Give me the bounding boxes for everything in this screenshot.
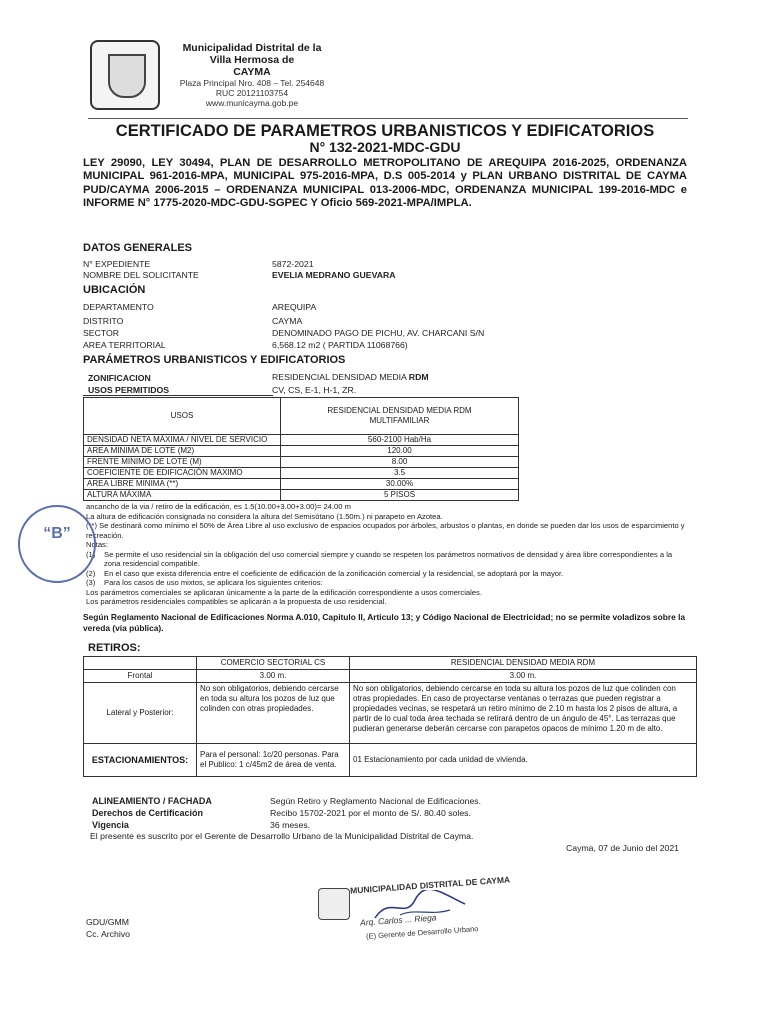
lateral-rdm: No son obligatorios, debiendo cercarse en toda su altura los pozos de luz que colinden con otras propiedades. En caso de proyectarse ventanas o terrazas que pueden registrar a propiedades vecinas, se respetará un retiro mínimo de 2.10 m hasta los 2 pisos de altura, a partir de lo cual toda área techada se retirará dentro de un ángulo de 45°. Las terrazas que pudieran generarse deberán cercarse con parapetos opacos de mínimo 1.20 m de alto. bbox=[350, 683, 697, 744]
zonificacion-label: ZONIFICACION bbox=[88, 373, 151, 383]
expediente-value: 5872-2021 bbox=[272, 259, 314, 269]
muni-web: www.municayma.gob.pe bbox=[205, 98, 299, 108]
table-row bbox=[84, 683, 697, 744]
expediente-label: N° EXPEDIENTE bbox=[83, 259, 151, 269]
criterio-residencial: Los parámetros residenciales compatibles se aplicarán a la propuesta de uso residencial. bbox=[86, 597, 387, 606]
seal-text: MUNICIPALIDAD DISTRITAL DE CAYMA bbox=[349, 874, 511, 896]
note-text: Para los casos de uso mixtos, se aplicara los siguientes criterios: bbox=[104, 578, 323, 587]
alineamiento-label: ALINEAMIENTO / FACHADA bbox=[92, 796, 212, 806]
stamp-mark: “B” bbox=[43, 525, 71, 542]
table-row bbox=[84, 490, 519, 501]
signer-name: Arq. Carlos ... Riega bbox=[359, 912, 437, 928]
row-value: 3.5 bbox=[281, 468, 519, 479]
certificate-number: N° 132-2021-MDC-GDU bbox=[309, 139, 461, 155]
note-number: (1) bbox=[86, 549, 96, 559]
signer-title: (E) Gerente de Desarrollo Urbano bbox=[365, 924, 479, 941]
rdm-header-cell bbox=[281, 398, 519, 435]
derechos-label: Derechos de Certificación bbox=[92, 808, 204, 818]
note-altura: La altura de edificación consignada no considera la altura del Semisótano (1.50m.) ni parapeto en Azotea. bbox=[86, 511, 443, 521]
usos-value: CV, CS, E-1, H-1, ZR. bbox=[272, 385, 357, 395]
row-value: 30.00% bbox=[281, 479, 519, 490]
table-row bbox=[84, 479, 519, 490]
sector-label: SECTOR bbox=[83, 328, 120, 338]
vigencia-value: 36 meses. bbox=[270, 820, 311, 830]
zonificacion-value bbox=[272, 372, 429, 382]
lateral-label: Lateral y Posterior: bbox=[84, 683, 197, 744]
ubicacion-heading: UBICACIÓN bbox=[83, 284, 146, 296]
municipal-logo bbox=[90, 40, 160, 110]
note-item bbox=[86, 578, 686, 588]
usos-header-cell: USOS bbox=[84, 398, 281, 435]
muni-line3: CAYMA bbox=[233, 66, 271, 78]
muni-ruc: RUC 20121103754 bbox=[215, 88, 289, 98]
parametros-table bbox=[83, 397, 519, 501]
muni-line1: Municipalidad Distrital de la bbox=[182, 42, 322, 54]
lateral-cs: No son obligatorios, debiendo cercarse en toda su altura los pozos de luz que colinden con otras propiedades. bbox=[197, 683, 350, 744]
muni-address: Plaza Principal Nro. 408 – Tel. 254648 bbox=[179, 78, 325, 88]
frontal-label: Frontal bbox=[84, 670, 197, 683]
table-header-row bbox=[84, 398, 519, 435]
cs-header: COMERCIO SECTORIAL CS bbox=[197, 657, 350, 670]
signature-seal-logo bbox=[318, 888, 350, 920]
notes-block bbox=[86, 502, 686, 607]
table-row bbox=[84, 435, 519, 446]
row-label: AREA MINIMA DE LOTE (M2) bbox=[84, 446, 281, 457]
estacionamientos-rdm: 01 Estacionamiento por cada unidad de vivienda. bbox=[350, 744, 697, 777]
solicitante-value: EVELIA MEDRANO GUEVARA bbox=[272, 270, 396, 280]
note-number: (3) bbox=[86, 578, 96, 587]
muni-line2: Villa Hermosa de bbox=[209, 54, 295, 66]
distrito-label: DISTRITO bbox=[83, 316, 124, 326]
departamento-label: DEPARTAMENTO bbox=[83, 302, 154, 312]
reglamento-note: Según Reglamento Nacional de Edificaciones Norma A.010, Capitulo II, Articulo 13; y Código Nacional de Electricidad; no se permite voladizos sobre la vereda (vía pública). bbox=[83, 612, 686, 633]
copy-archive: Cc. Archivo bbox=[86, 929, 130, 939]
table-row bbox=[84, 468, 519, 479]
row-value: 560-2100 Hab/Ha bbox=[281, 435, 519, 446]
reference-code: GDU/GMM bbox=[86, 917, 129, 927]
table-row bbox=[84, 670, 697, 683]
note-item bbox=[86, 550, 686, 569]
row-label: FRENTE MINIMO DE LOTE (M) bbox=[84, 457, 281, 468]
table-row bbox=[84, 457, 519, 468]
estacionamientos-label: ESTACIONAMIENTOS: bbox=[84, 744, 197, 777]
zonificacion-code: RDM bbox=[408, 372, 429, 382]
rdm-header-line2: MULTIFAMILIAR bbox=[369, 416, 430, 425]
note-text: En el caso que exista diferencia entre el coeficiente de edificación de la zonificación comercial y la residencial, se adoptará por la mayor. bbox=[104, 568, 564, 578]
header-divider bbox=[88, 118, 688, 119]
usos-label: USOS PERMITIDOS bbox=[88, 385, 170, 395]
circular-stamp bbox=[18, 505, 96, 583]
row-value: 5 PISOS bbox=[281, 490, 519, 501]
sector-value: DENOMINADO PAGO DE PICHU, AV. CHARCANI S/N bbox=[272, 328, 485, 338]
retiros-table bbox=[83, 656, 697, 777]
note-number: (2) bbox=[86, 568, 96, 578]
legal-references: LEY 29090, LEY 30494, PLAN DE DESARROLLO METROPOLITANO DE AREQUIPA 2016-2025, ORDENANZA MUNICIPAL 961-2016-MPA, MUNICIPAL 975-2016-MPA, D.S 005-2014 y PLAN URBANO DISTRITAL DE CAYMA PUD/CAYMA 2006-2015 – ORDENANZA MUNICIPAL 013-2006-MDC, ORDENANZA MUNICIPAL 199-2016-MDC e INFORME N° 1775-2020-MDC-GDU-SGPEC Y Oficio 569-2021-MPA/IMPLA. bbox=[83, 157, 687, 210]
frontal-cs: 3.00 m. bbox=[197, 670, 350, 683]
row-value: 120.00 bbox=[281, 446, 519, 457]
notas-label: Notas: bbox=[86, 540, 108, 549]
derechos-value: Recibo 15702-2021 por el monto de S/. 80.40 soles. bbox=[270, 808, 471, 818]
row-label: DENSIDAD NETA MÁXIMA / NIVEL DE SERVICIO bbox=[84, 435, 281, 446]
area-label: AREA TERRITORIAL bbox=[83, 340, 166, 350]
fecha: Cayma, 07 de Junio del 2021 bbox=[566, 843, 680, 853]
alineamiento-value: Según Retiro y Reglamento Nacional de Edificaciones. bbox=[270, 796, 482, 806]
row-label: COEFICIENTE DE EDIFICACIÓN MAXIMO bbox=[84, 468, 281, 479]
distrito-value: CAYMA bbox=[272, 316, 303, 326]
area-value: 6,568.12 m2 ( PARTIDA 11068766) bbox=[272, 340, 408, 350]
datos-generales-heading: DATOS GENERALES bbox=[83, 242, 192, 254]
note-item bbox=[86, 569, 686, 579]
row-value: 8.00 bbox=[281, 457, 519, 468]
parametros-heading: PARÁMETROS URBANISTICOS Y EDIFICATORIOS bbox=[83, 354, 346, 366]
retiros-header-row bbox=[84, 657, 697, 670]
estacionamientos-cs: Para el personal: 1c/20 personas. Para el Publico: 1 c/45m2 de área de venta. bbox=[197, 744, 350, 777]
note-ancho: ancancho de la via / retiro de la edificación, es 1.5(10.00+3.00+3.00)= 24.00 m bbox=[86, 502, 351, 511]
rdm-header: RESIDENCIAL DENSIDAD MEDIA RDM bbox=[350, 657, 697, 670]
departamento-value: AREQUIPA bbox=[272, 302, 317, 312]
table-row bbox=[84, 446, 519, 457]
usos-underline bbox=[83, 395, 273, 396]
criterio-comercial: Los parámetros comerciales se aplicaran únicamente a la parte de la edificación correspondiente a usos comerciales. bbox=[86, 587, 482, 597]
retiros-heading: RETIROS: bbox=[88, 642, 141, 654]
suscrito-text: El presente es suscrito por el Gerente de Desarrollo Urbano de la Municipalidad Distrital de Cayma. bbox=[90, 831, 474, 841]
vigencia-label: Vigencia bbox=[92, 820, 129, 830]
frontal-rdm: 3.00 m. bbox=[350, 670, 697, 683]
note-area-libre: (**) Se destinará como mínimo el 50% de Área Libre al uso exclusivo de espacios ocupados por árboles, arbustos o plantas, en donde se pueden dar los usos de esparcimiento y recreación. bbox=[86, 521, 685, 540]
rdm-header-line1: RESIDENCIAL DENSIDAD MEDIA RDM bbox=[327, 406, 472, 415]
row-label: ALTURA MÁXIMA bbox=[84, 490, 281, 501]
solicitante-label: NOMBRE DEL SOLICITANTE bbox=[83, 270, 199, 280]
zonificacion-text: RESIDENCIAL DENSIDAD MEDIA bbox=[272, 372, 407, 382]
certificate-title: CERTIFICADO DE PARAMETROS URBANISTICOS Y EDIFICATORIOS bbox=[115, 122, 655, 140]
municipality-header bbox=[172, 42, 332, 108]
table-row bbox=[84, 744, 697, 777]
empty-cell bbox=[84, 657, 197, 670]
row-label: AREA LIBRE MINIMA (**) bbox=[84, 479, 281, 490]
note-text: Se permite el uso residencial sin la obligación del uso comercial siempre y cuando se respeten los parámetros normativos de densidad y área libre correspondientes a la zona residencial compatible. bbox=[104, 549, 673, 568]
